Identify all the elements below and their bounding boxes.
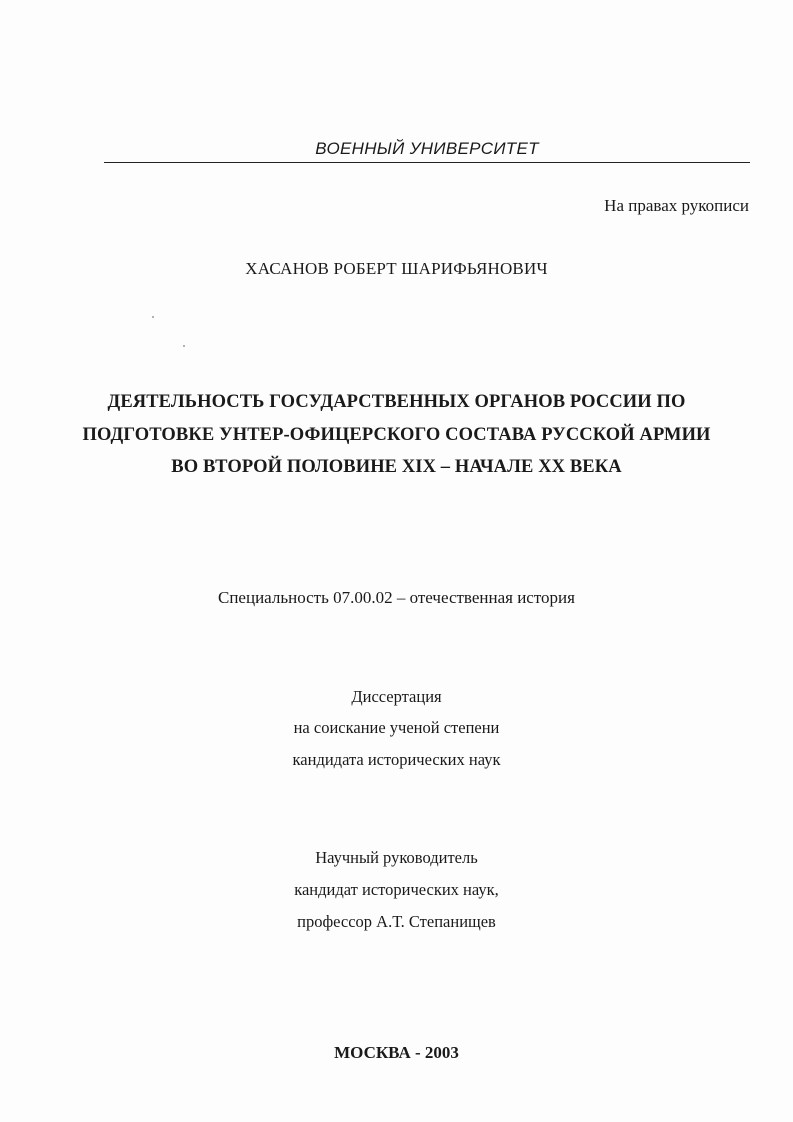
manuscript-note: На правах рукописи	[604, 196, 749, 215]
supervisor-line-3: профессор А.Т. Степанищев	[297, 912, 496, 931]
supervisor-line-1: Научный руководитель	[315, 848, 478, 867]
dissertation-line-3: кандидата исторических наук	[292, 750, 501, 769]
scan-speck	[152, 316, 154, 318]
title-line-3: ВО ВТОРОЙ ПОЛОВИНЕ XIX – НАЧАЛЕ XX ВЕКА	[171, 457, 622, 477]
title-line-1: ДЕЯТЕЛЬНОСТЬ ГОСУДАРСТВЕННЫХ ОРГАНОВ РОССИИ ПО	[107, 392, 686, 412]
institution-header: ВОЕННЫЙ УНИВЕРСИТЕТ	[104, 139, 750, 163]
author-name: ХАСАНОВ РОБЕРТ ШАРИФЬЯНОВИЧ	[245, 259, 548, 278]
scan-speck	[183, 345, 185, 347]
supervisor-line-2: кандидат исторических наук,	[294, 880, 499, 899]
dissertation-line-2: на соискание ученой степени	[293, 718, 500, 737]
title-line-2: ПОДГОТОВКЕ УНТЕР-ОФИЦЕРСКОГО СОСТАВА РУССКОЙ АРМИИ	[82, 425, 711, 445]
dissertation-line-1: Диссертация	[351, 687, 442, 706]
city-year: МОСКВА - 2003	[334, 1043, 459, 1062]
specialty-line: Специальность 07.00.02 – отечественная история	[218, 588, 575, 607]
